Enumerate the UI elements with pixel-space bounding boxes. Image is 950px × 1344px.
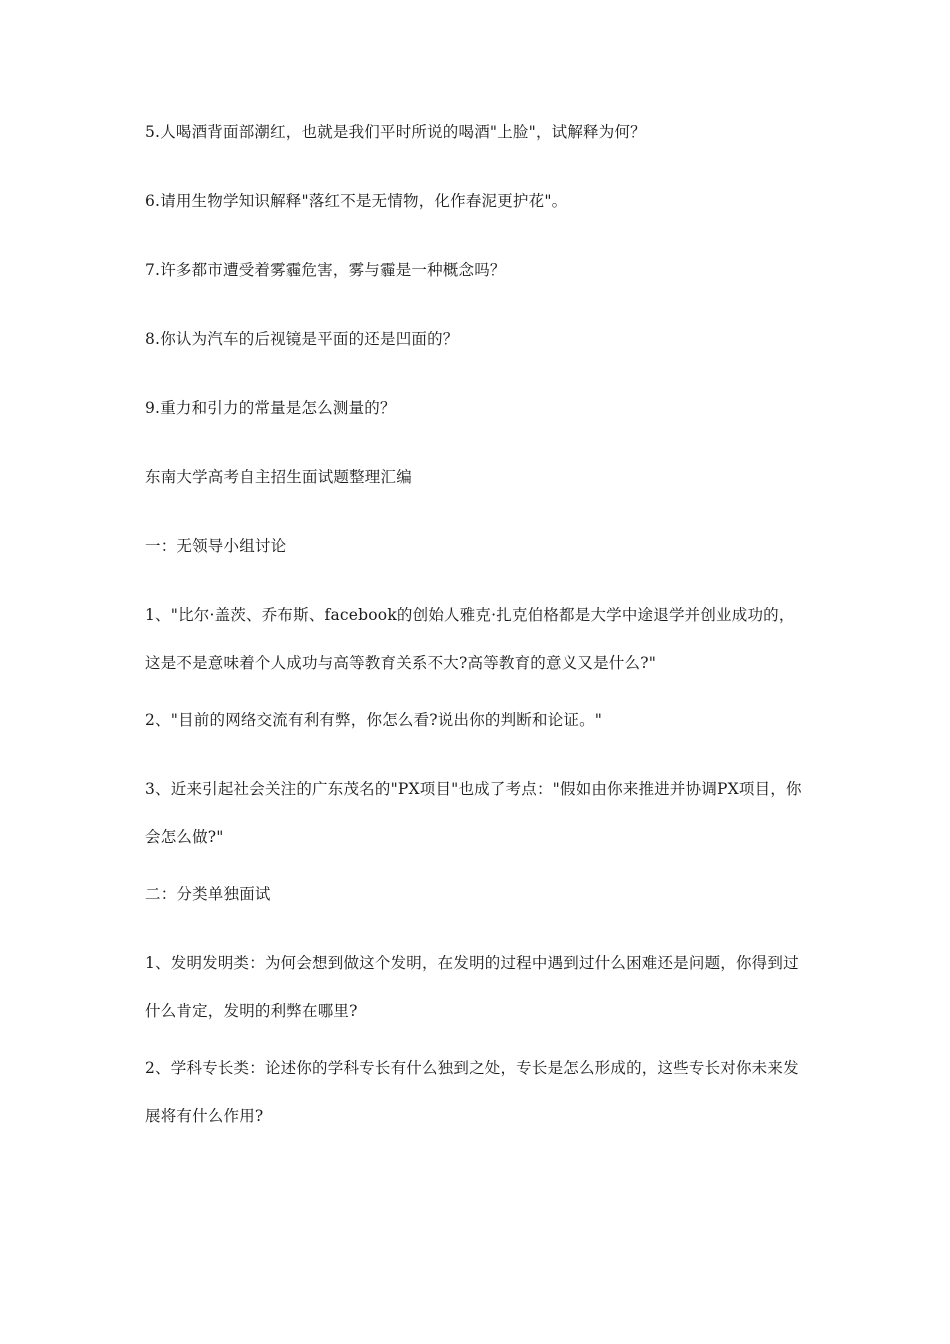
discussion-item-2: 2、"目前的网络交流有利有弊，你怎么看?说出你的判断和论证。": [145, 711, 603, 729]
section-heading-1: 一：无领导小组讨论: [145, 537, 287, 555]
question-7: 7.许多都市遭受着雾霾危害，雾与霾是一种概念吗？: [145, 261, 506, 279]
section-heading-2: 二：分类单独面试: [145, 885, 271, 903]
discussion-item-3: 3、近来引起社会关注的广东茂名的"PX项目"也成了考点："假如由你来推进并协调PX项目，你会怎么做?": [145, 780, 802, 846]
interview-item-1: 1、发明发明类：为何会想到做这个发明，在发明的过程中遇到过什么困难还是问题，你得到过什么肯定，发明的利弊在哪里?: [145, 954, 799, 1020]
question-9: 9.重力和引力的常量是怎么测量的？: [145, 399, 396, 417]
question-8: 8.你认为汽车的后视镜是平面的还是凹面的？: [145, 330, 459, 348]
section-title: 东南大学高考自主招生面试题整理汇编: [145, 468, 412, 486]
document-body: [145, 120, 810, 1161]
interview-item-2: 2、学科专长类：论述你的学科专长有什么独到之处，专长是怎么形成的，这些专长对你未来发展将有什么作用?: [145, 1059, 799, 1125]
question-6: 6.请用生物学知识解释"落红不是无情物，化作春泥更护花"。: [145, 192, 568, 210]
discussion-item-1: 1、"比尔·盖茨、乔布斯、facebook的创始人雅克·扎克伯格都是大学中途退学并创业成功的，这是不是意味着个人成功与高等教育关系不大?高等教育的意义又是什么?": [145, 606, 795, 672]
question-5: 5.人喝酒背面部潮红，也就是我们平时所说的喝酒"上脸"，试解释为何？: [145, 123, 646, 141]
